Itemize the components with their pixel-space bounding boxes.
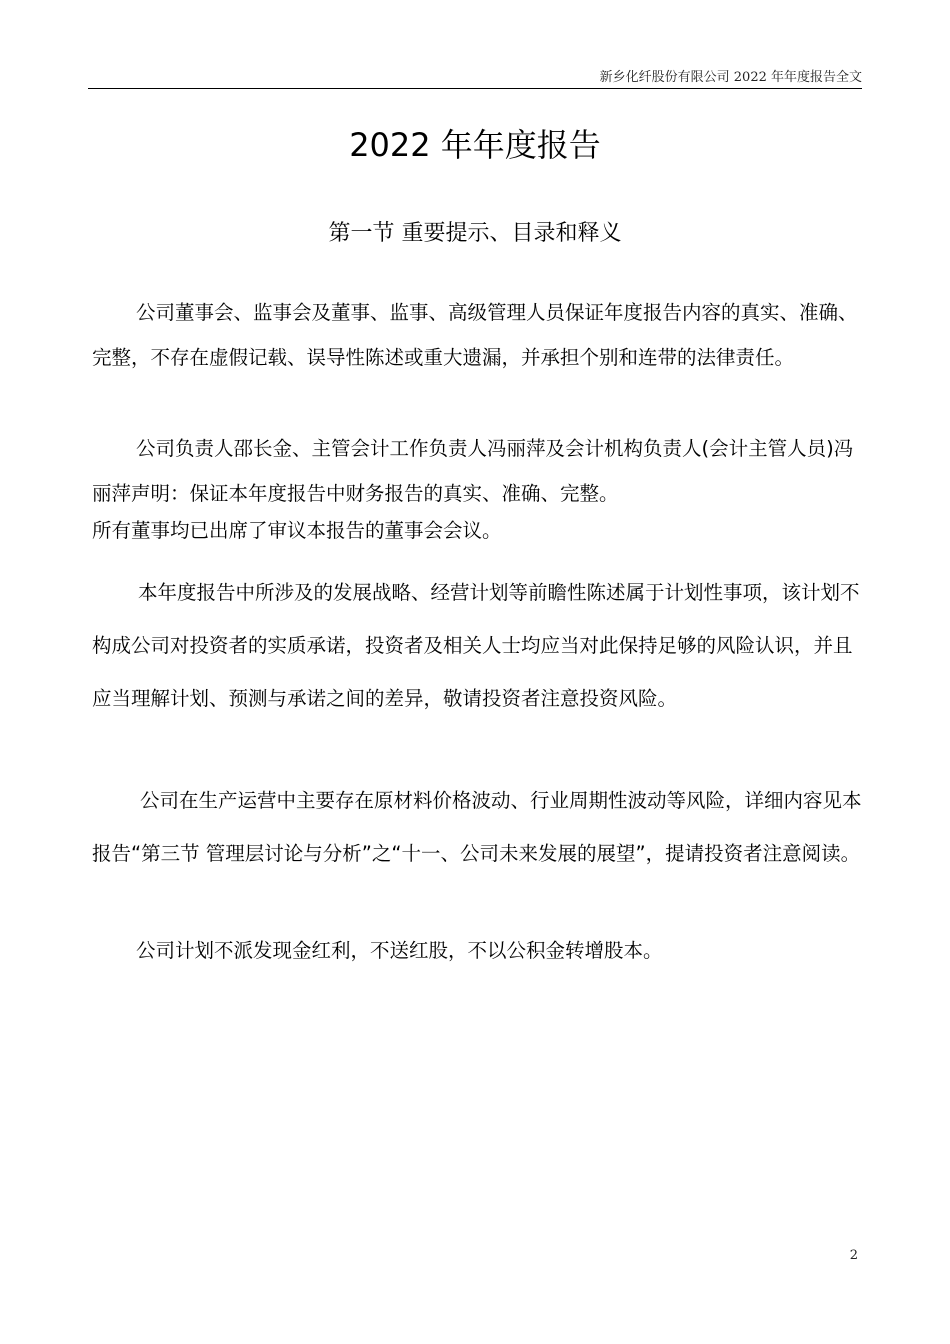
paragraph-board-guarantee: 公司董事会、监事会及董事、监事、高级管理人员保证年度报告内容的真实、准确、完整，不存在虚假记载、误导性陈述或重大遗漏，并承担个别和连带的法律责任。 [92,301,858,369]
paragraph-dividend-plan: 公司计划不派发现金红利，不送红股，不以公积金转增股本。 [136,939,663,962]
running-header: 新乡化纤股份有限公司 2022 年年度报告全文 [599,70,862,85]
paragraph-responsible-persons: 公司负责人邵长金、主管会计工作负责人冯丽萍及会计机构负责人(会计主管人员)冯丽萍声明：保证本年度报告中财务报告的真实、准确、完整。 [92,437,854,505]
report-title: 2022 年年度报告 [349,126,601,164]
paragraph-directors-attendance: 所有董事均已出席了审议本报告的董事会会议。 [92,519,502,542]
section-title: 第一节 重要提示、目录和释义 [328,221,622,246]
paragraph-risk-notice: 公司在生产运营中主要存在原材料价格波动、行业周期性波动等风险，详细内容见本报告“第三节 管理层讨论与分析”之“十一、公司未来发展的展望”，提请投资者注意阅读。 [92,789,862,865]
page-number: 2 [849,1248,858,1263]
paragraph-forward-looking: 本年度报告中所涉及的发展战略、经营计划等前瞻性陈述属于计划性事项，该计划不构成公司对投资者的实质承诺，投资者及相关人士均应当对此保持足够的风险认识，并且应当理解计划、预测与承诺之间的差异，敬请投资者注意投资风险。 [92,581,860,710]
header-divider [88,88,862,89]
